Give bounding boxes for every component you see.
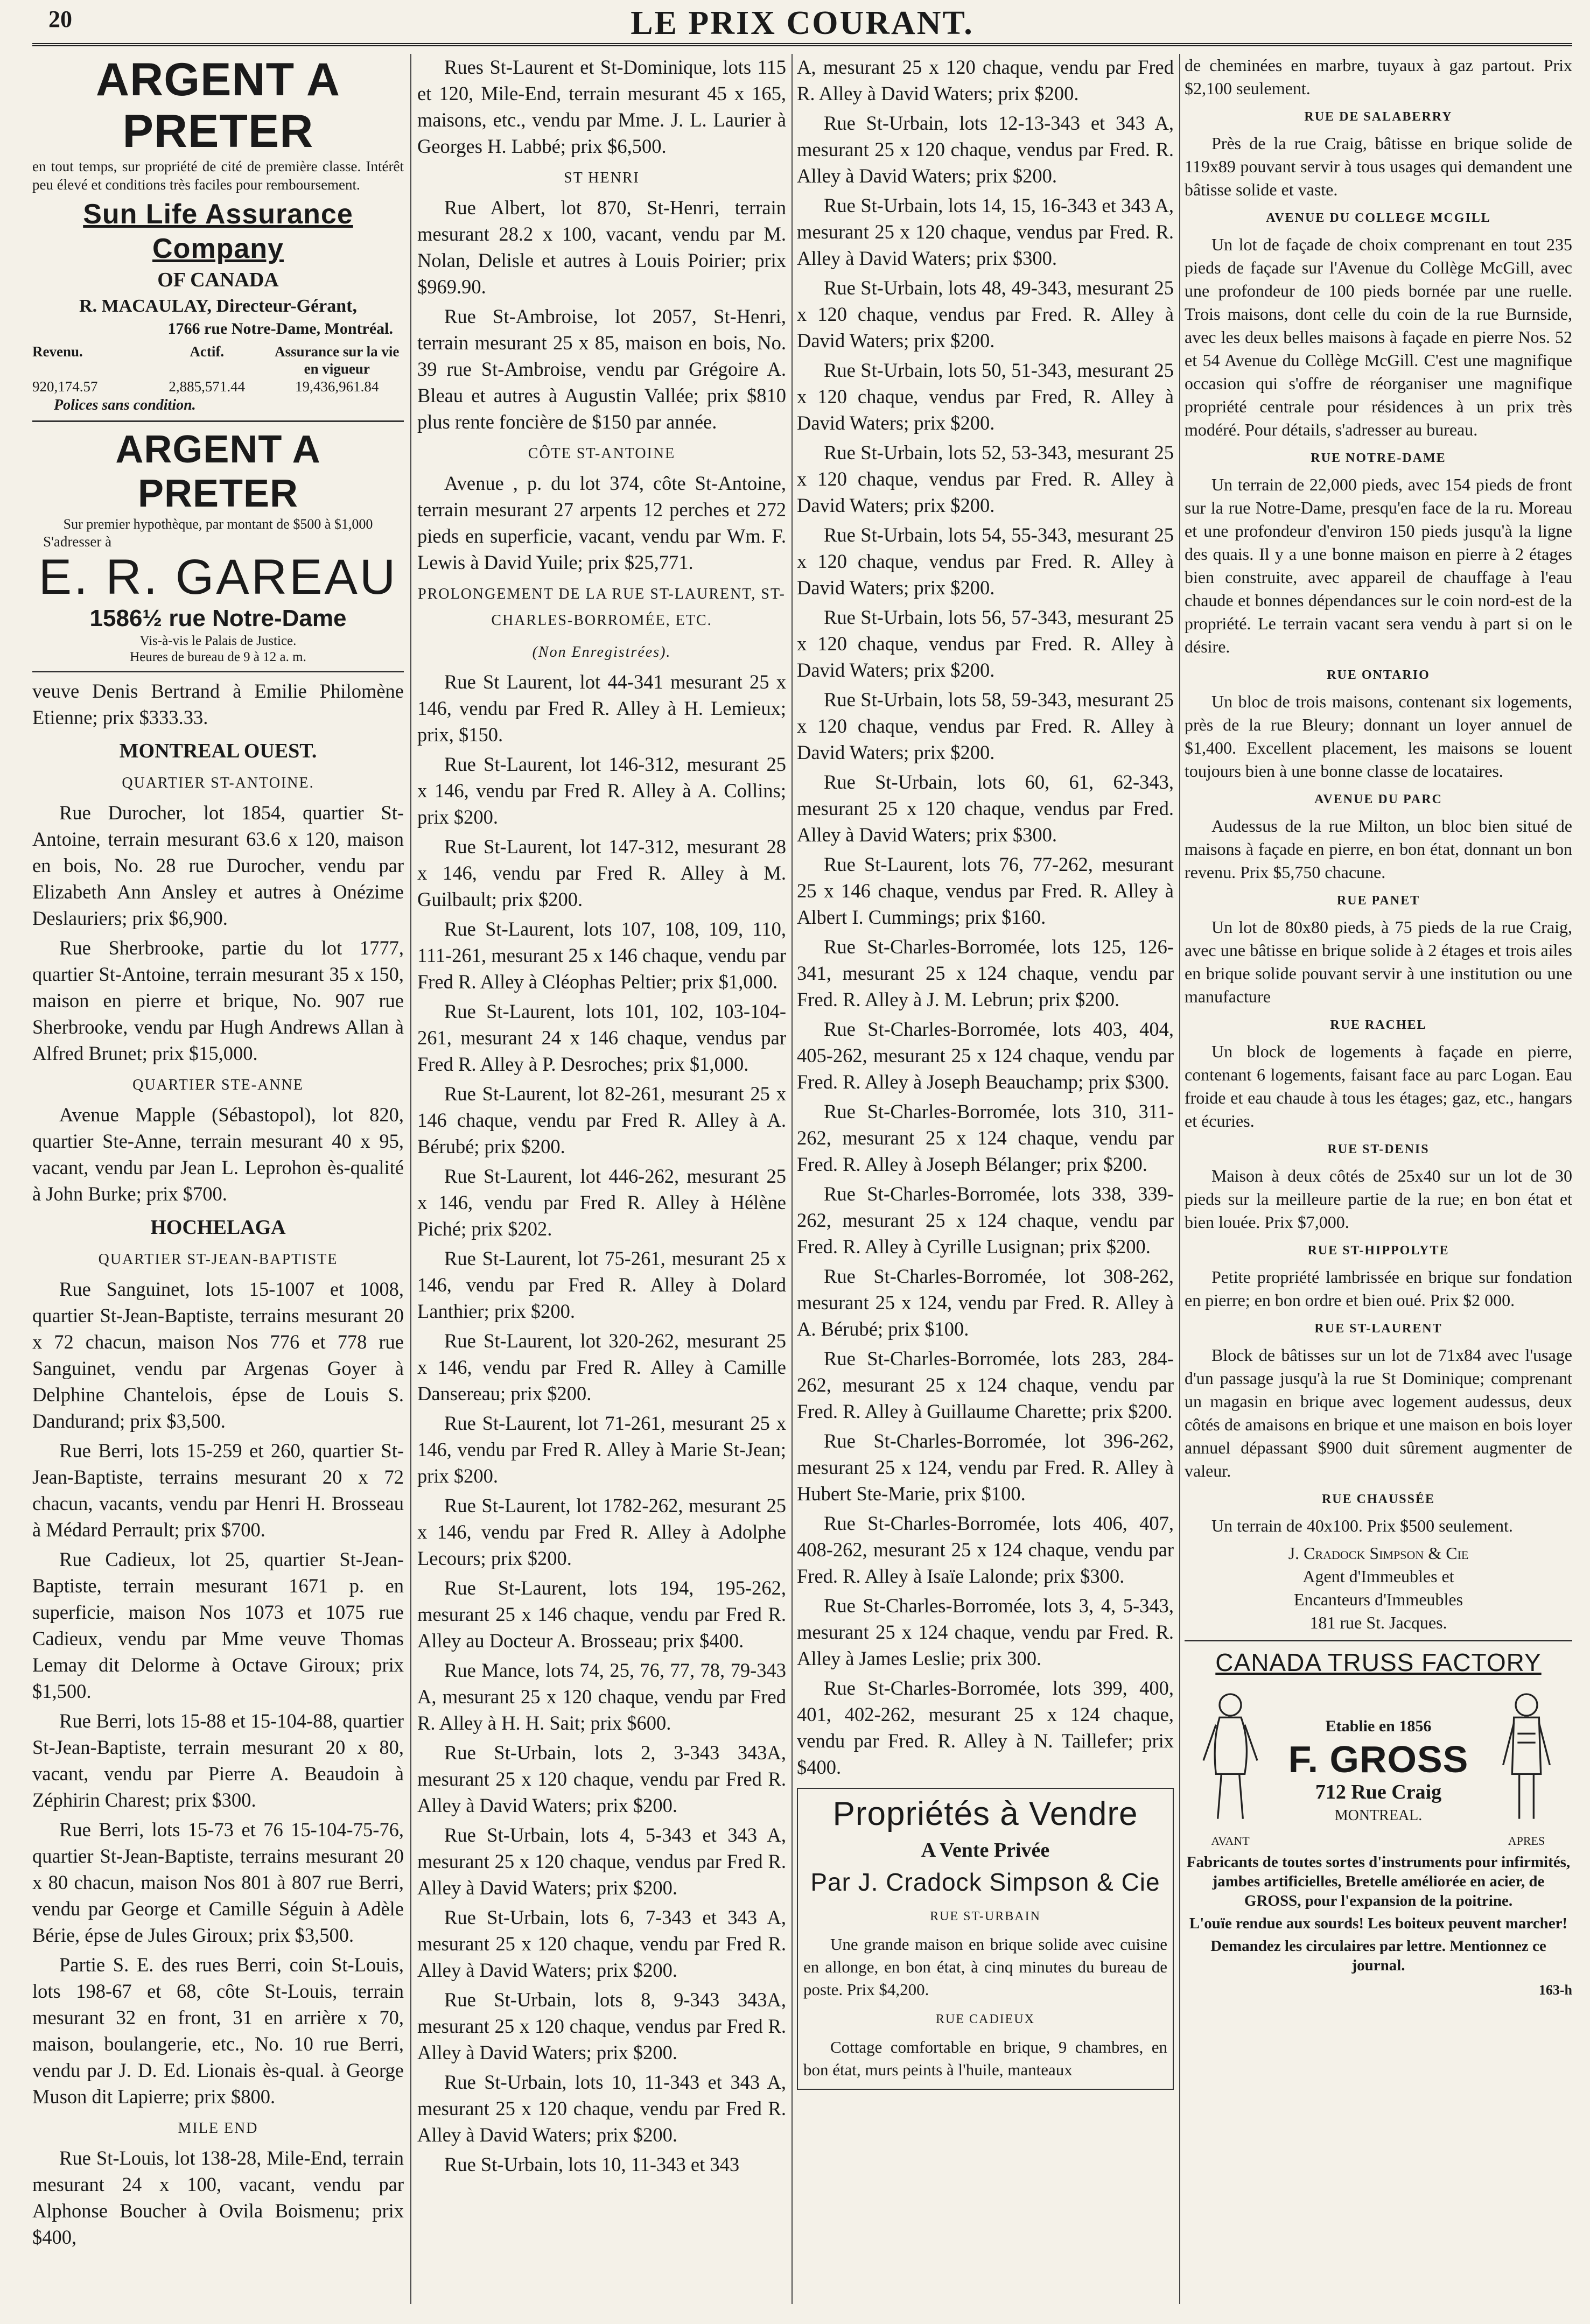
section-heading: AVENUE DU PARC [1314, 792, 1442, 806]
column-4 [1185, 54, 1572, 2304]
article-text: Rue St-Laurent, lot 320-262, mesurant 25 x 146, vendu par Fred R. Alley à Camille Dansereau; prix $200. [417, 1330, 786, 1405]
article-text: Un block de logements à façade en pierre, contenant 6 logements, faisant face au parc Logan. Eau froide et eau chaude à tous les étages; gaz, etc., hangars et écuries. [1185, 1042, 1572, 1131]
article-text: Rue St-Charles-Borromée, lots 125, 126-341, mesurant 25 x 124 chaque, vendu par Fred. R. Alley à J. M. Lebrun; prix $200. [797, 936, 1174, 1010]
sunlife-table-row [32, 377, 404, 396]
truss-text: Demandez les circulaires par lettre. Mentionnez ce journal. [1210, 1937, 1546, 1974]
article-text: Block de bâtisses sur un lot de 71x84 avec l'usage d'un passage jusqu'à la rue St Dominique; comprenant un magasin en brique avec logement audessus, deux côtés de amaisons en brique et une maison en bois loyer annuel dépassant $900 duit sûrement augmenter de valeur. [1185, 1345, 1572, 1480]
sunlife-manager: R. MACAULAY, Directeur-Gérant, [79, 296, 357, 316]
article-text: Avenue , p. du lot 374, côte St-Antoine, terrain mesurant 27 arpents 12 perches et 272 pieds en superficie, vacant, vendu par Wm. F. Lewis à David Yuile; prix $25,771. [417, 472, 786, 573]
truss-text: Fabricants de toutes sortes d'instruments pour infirmités, jambes artificielles, Bretelle améliorée en acier, de GROSS, pour l'expansion de la poitrine. [1186, 1853, 1571, 1909]
article-text: Rue St-Ambroise, lot 2057, St-Henri, terrain mesurant 25 x 85, maison en bois, No. 39 rue St-Ambroise, vendu par Grégoire A. Bleau et autres à Augustin Vallée; prix $810 plus rente foncière de $150 par année. [417, 305, 786, 433]
sunlife-col-assurance: Assurance sur la vie en vigueur [275, 343, 400, 377]
article-text: Rue Cadieux, lot 25, quartier St-Jean-Baptiste, terrain mesurant 1671 p. en superficie, maison Nos 1073 et 1075 rue Cadieux, vendu par Mme veuve Thomas Lemay dit Delorme à Octave Giroux; prix $1,500. [32, 1548, 404, 1702]
article-text: Rue St Laurent, lot 44-341 mesurant 25 x 146, vendu par Fred R. Alley à H. Lemieux; prix, $150. [417, 671, 786, 746]
column-2 [417, 54, 786, 2304]
sunlife-value-actif: 2,885,571.44 [169, 378, 246, 395]
article-text: Audessus de la rue Milton, un bloc bien situé de maisons à façade en pierre, en bon état, donnant un bon revenu. Prix $5,750 chacune. [1185, 816, 1572, 882]
ad-argent2-contact: S'adresser à [43, 533, 112, 550]
article-text: Rue St-Charles-Borromée, lots 399, 400, 401, 402-262, mesurant 25 x 124 chaque, vendu par Fred. R. Alley à N. Taillefer; prix $400. [797, 1677, 1174, 1778]
article-text: Rue St-Charles-Borromée, lots 3, 4, 5-343, mesurant 25 x 124 chaque, vendu par Fred. R. Alley à James Leslie; prix 300. [797, 1595, 1174, 1669]
article-text: Rue St-Urbain, lots 4, 5-343 et 343 A, mesurant 25 x 120 chaque, vendus par Fred R. Alley à David Waters; prix $200. [417, 1824, 786, 1899]
article-text: Rue Sherbrooke, partie du lot 1777, quartier St-Antoine, terrain mesurant 35 x 150, maison en pierre et brique, No. 907 rue Sherbrooke, vendu par Hugh Andrews Allan à Alfred Brunet; prix $15,000. [32, 937, 404, 1064]
article-text: Rue St-Urbain, lots 6, 7-343 et 343 A, mesurant 25 x 120 chaque, vendu par Fred R. Alley à David Waters; prix $200. [417, 1906, 786, 1981]
truss-reference: 163-h [1538, 1982, 1572, 1998]
article-text: Rue St-Charles-Borromée, lots 406, 407, 408-262, mesurant 25 x 124 chaque, vendu par Fred. R. Alley à Isaïe Lalonde; prix $300. [797, 1512, 1174, 1587]
article-text: Rue St-Laurent, lot 75-261, mesurant 25 x 146, vendu par Fred R. Alley à Dolard Lanthier; prix $200. [417, 1247, 786, 1322]
section-heading: RUE CADIEUX [936, 2012, 1035, 2026]
ad-proprietes [797, 1788, 1174, 2090]
article-text: Rue St-Urbain, lots 10, 11-343 et 343 A, mesurant 25 x 120 chaque, vendu par Fred R. Alley à David Waters; prix $200. [417, 2071, 786, 2146]
article-text: Un lot de façade de choix comprenant en tout 235 pieds de façade sur l'Avenue du Collège McGill, avec une profondeur de 100 pieds bornée par une ruelle. Trois maisons, dont celle du coin de la rue Burnside, avec les deux belles maisons à façade en pierre Nos. 52 et 54 Avenue du Collège McGill. C'est une magnifique occasion qui s'offre de réorganiser une magnifique propriété centrale pour résidences à un prix très modéré. Pour détails, s'adresser au bureau. [1185, 235, 1572, 439]
article-text: Rue St-Urbain, lots 54, 55-343, mesurant 25 x 120 chaque, vendus par Fred. R. Alley à David Waters; prix $200. [797, 524, 1174, 599]
article-text: Rue St-Laurent, lots 76, 77-262, mesurant 25 x 146 chaque, vendus par Fred. R. Alley à Albert I. Cummings; prix $160. [797, 853, 1174, 928]
section-heading: CÔTE ST-ANTOINE [528, 445, 676, 462]
section-heading: RUE ST-HIPPOLYTE [1307, 1244, 1449, 1258]
article-text: Cottage comfortable en brique, 9 chambres, en bon état, murs peints à l'huile, manteaux [803, 2038, 1167, 2079]
article-text: Rue St-Urbain, lots 48, 49-343, mesurant 25 x 120 chaque, vendus par Fred. R. Alley à David Waters; prix $200. [797, 277, 1174, 352]
article-text: Une grande maison en brique solide avec cuisine en allonge, en bon état, à cinq minutes du bureau de poste. Prix $4,200. [803, 1935, 1167, 1999]
truss-apres-label: APRES [1508, 1834, 1545, 1848]
section-heading: RUE PANET [1336, 894, 1420, 908]
column-rule [792, 54, 793, 2304]
article-text: Rue St-Laurent, lot 146-312, mesurant 25 x 146, vendu par Fred R. Alley à A. Collins; prix $200. [417, 753, 786, 828]
subsection-heading: QUARTIER ST-ANTOINE. [122, 775, 314, 791]
section-heading: MONTREAL OUEST. [119, 740, 317, 762]
article-text: Rue Mance, lots 74, 25, 76, 77, 78, 79-343 A, mesurant 25 x 120 chaque, vendu par Fred R. Alley à H. H. Sait; prix $600. [417, 1659, 786, 1734]
article-text: Rue St-Charles-Borromée, lot 396-262, mesurant 25 x 124, vendu par Fred. R. Alley à Hubert Ste-Marie, prix $100. [797, 1430, 1174, 1505]
article-text: veuve Denis Bertrand à Emilie Philomène Etienne; prix $333.33. [32, 680, 404, 728]
divider [1185, 1640, 1572, 1641]
truss-city: MONTREAL. [1334, 1807, 1423, 1824]
ad-argent2-text: Sur premier hypothèque, par montant de $500 à $1,000 [63, 516, 373, 532]
sunlife-name: Sun Life Assurance Company [83, 199, 353, 264]
divider [32, 420, 404, 422]
truss-established: Etablie en 1856 [1325, 1717, 1432, 1735]
figure-before-icon [1185, 1689, 1276, 1823]
article-text: Rue Sanguinet, lots 15-1007 et 1008, quartier St-Jean-Baptiste, terrains mesurant 20 x 72 chacun, maison Nos 776 et 778 rue Sanguinet, vendu par Argenas Goyer à Delphine Chantelois, épse de Louis S. Dandurand; prix $3,500. [32, 1278, 404, 1432]
signature-line: Encanteurs d'Immeubles [1293, 1590, 1463, 1609]
ad-argent2-title: ARGENT A PRETER [115, 428, 321, 515]
article-text: Rue St-Urbain, lots 56, 57-343, mesurant 25 x 120 chaque, vendus par Fred. R. Alley à David Waters; prix $200. [797, 606, 1174, 681]
article-text: Avenue Mapple (Sébastopol), lot 820, quartier Ste-Anne, terrain mesurant 40 x 95, vacant, vendu par Jean L. Leprohon ès-qualité à John Burke; prix $700. [32, 1104, 404, 1205]
truss-after [1481, 1689, 1572, 1852]
article-text: Rue St-Laurent, lot 147-312, mesurant 28 x 146, vendu par Fred R. Alley à M. Guilbault; prix $200. [417, 835, 786, 910]
section-heading: RUE ST-URBAIN [930, 1909, 1041, 1923]
sunlife-value-revenu: 920,174.57 [32, 378, 98, 395]
section-heading: ST HENRI [564, 170, 640, 186]
sunlife-col-revenu: Revenu. [32, 343, 83, 360]
article-text: Rue St-Laurent, lot 1782-262, mesurant 25 x 146, vendu par Fred R. Alley à Adolphe Lecours; prix $200. [417, 1494, 786, 1569]
section-heading: HOCHELAGA [150, 1216, 286, 1239]
signature-line: Agent d'Immeubles et [1302, 1567, 1454, 1586]
ad-proprietes-title: Propriétés à Vendre [832, 1795, 1138, 1832]
column-1 [32, 54, 404, 2304]
article-text: Rue St-Urbain, lots 8, 9-343 343A, mesurant 25 x 120 chaque, vendus par Fred R. Alley à David Waters; prix $200. [417, 1989, 786, 2063]
article-text: Rue St-Laurent, lot 82-261, mesurant 25 x 146 chaque, vendu par Fred R. Alley à A. Bérubé; prix $200. [417, 1083, 786, 1157]
article-text: Petite propriété lambrissée en brique sur fondation en pierre; en bon ordre et bien oué. Prix $2 000. [1185, 1267, 1572, 1310]
article-text: Rue Durocher, lot 1854, quartier St-Antoine, terrain mesurant 63.6 x 120, maison en bois, No. 28 rue Durocher, vendu par Elizabeth Ann Ansley et autres à Onézime Deslauriers; prix $6,900. [32, 802, 404, 929]
column-3 [797, 54, 1174, 2304]
truss-avant-label: AVANT [1211, 1834, 1250, 1848]
sunlife-table-header [32, 343, 404, 377]
article-text: Maison à deux côtés de 25x40 sur un lot de 30 pieds sur la meilleure partie de la rue; en bon état et bien louée. Prix $7,000. [1185, 1166, 1572, 1232]
divider [32, 671, 404, 672]
article-text: Rue Berri, lots 15-259 et 260, quartier St-Jean-Baptiste, terrains mesurant 20 x 72 chacun, vacants, vendu par Henri H. Brosseau à Médard Perrault; prix $700. [32, 1440, 404, 1541]
article-text: Rue St-Urbain, lots 50, 51-343, mesurant 25 x 120 chaque, vendus par Fred, R. Alley à David Waters; prix $200. [797, 359, 1174, 434]
gareau-line1: Vis-à-vis le Palais de Justice. [139, 634, 297, 648]
ad-argent-title: ARGENT A PRETER [96, 54, 340, 157]
column-rule [1179, 54, 1180, 2304]
signature-name: J. Cradock Simpson & Cie [1288, 1543, 1469, 1563]
article-text: A, mesurant 25 x 120 chaque, vendu par Fred R. Alley à David Waters; prix $200. [797, 56, 1174, 104]
article-text: Rue St-Urbain, lots 58, 59-343, mesurant 25 x 120 chaque, vendus par Fred. R. Alley à David Waters; prix $200. [797, 689, 1174, 763]
section-heading: RUE RACHEL [1330, 1018, 1427, 1032]
truss-before [1185, 1689, 1276, 1852]
truss-header [1185, 1689, 1572, 1852]
sunlife-country: OF CANADA [157, 269, 279, 291]
article-text: Partie S. E. des rues Berri, coin St-Louis, lots 198-67 et 68, côte St-Louis, terrain mesurant 32 en front, 31 en arrière x 70, maison, boulangerie, etc., No. 10 rue Berri, vendu par J. D. Ed. Lionais ès-qual. à George Muson dit Lapierre; prix $800. [32, 1954, 404, 2108]
section-heading: RUE DE SALABERRY [1304, 110, 1453, 124]
subsection-heading: MILE END [178, 2120, 258, 2137]
article-text: Rue St-Laurent, lots 101, 102, 103-104-261, mesurant 24 x 146 chaque, vendus par Fred R. Alley à P. Desroches; prix $1,000. [417, 1000, 786, 1075]
article-text: Rue St-Urbain, lots 10, 11-343 et 343 [444, 2153, 740, 2175]
section-heading: RUE NOTRE-DAME [1311, 451, 1446, 465]
section-note: (Non Enregistrées). [532, 644, 671, 661]
signature-block [1185, 1542, 1572, 1634]
ad-proprietes-by: Par J. Cradock Simpson & Cie [810, 1868, 1160, 1896]
gareau-name: E. R. GAREAU [38, 550, 398, 605]
article-text: Rue Albert, lot 870, St-Henri, terrain mesurant 28.2 x 100, vacant, vendu par M. Nolan, Delisle et autres à Louis Poirier; prix $969.90. [417, 196, 786, 298]
article-text: Rues St-Laurent et St-Dominique, lots 115 et 120, Mile-End, terrain mesurant 45 x 165, maisons, etc., vendu par Mme. J. L. Laurier à Georges H. Labbé; prix $6,500. [417, 56, 786, 157]
masthead [32, 5, 1572, 46]
article-text: Rue St-Laurent, lot 71-261, mesurant 25 x 146, vendu par Fred R. Alley à Marie St-Jean; prix $200. [417, 1412, 786, 1487]
article-text: de cheminées en marbre, tuyaux à gaz partout. Prix $2,100 seulement. [1185, 55, 1572, 98]
article-text: Un terrain de 40x100. Prix $500 seulement. [1211, 1516, 1513, 1535]
article-text: Près de la rue Craig, bâtisse en brique solide de 119x89 pouvant servir à tous usages qui demandent une bâtisse solide et vaste. [1185, 134, 1572, 199]
section-heading: RUE CHAUSSÉE [1321, 1492, 1435, 1506]
article-text: Un lot de 80x80 pieds, à 75 pieds de la rue Craig, avec une bâtisse en brique solide à 2 étages et trois ailes en brique solide pouvant servir à une institution ou une manufacture [1185, 917, 1572, 1006]
subsection-heading: QUARTIER ST-JEAN-BAPTISTE [98, 1251, 338, 1268]
sunlife-address: 1766 rue Notre-Dame, Montréal. [167, 320, 393, 338]
article-text: Rue St-Charles-Borromée, lots 403, 404, 405-262, mesurant 25 x 124 chaque, vendu par Fred. R. Alley à Joseph Beauchamp; prix $300. [797, 1018, 1174, 1093]
newspaper-title: LE PRIX COURANT. [631, 5, 974, 41]
gareau-address: 1586½ rue Notre-Dame [89, 605, 347, 631]
article-text: Rue St-Charles-Borromée, lots 338, 339-262, mesurant 25 x 124 chaque, vendu par Fred. R. Alley à Cyrille Lusignan; prix $200. [797, 1183, 1174, 1258]
sunlife-col-actif: Actif. [190, 343, 225, 360]
article-text: Rue St-Laurent, lot 446-262, mesurant 25 x 146, vendu par Fred R. Alley à Hélène Piché; prix $202. [417, 1165, 786, 1240]
truss-ad [1185, 1647, 1572, 2002]
article-text: Rue St-Urbain, lots 52, 53-343, mesurant 25 x 120 chaque, vendus par Fred. R. Alley à David Waters; prix $200. [797, 441, 1174, 516]
sunlife-footer: Polices sans condition. [54, 397, 196, 413]
section-heading: RUE ST-LAURENT [1314, 1322, 1442, 1336]
page-number: 20 [48, 6, 72, 32]
column-rule [410, 54, 411, 2304]
figure-after-icon [1481, 1689, 1572, 1823]
article-text: Rue Berri, lots 15-88 et 15-104-88, quartier St-Jean-Baptiste, terrain mesurant 20 x 80, vacant, vendu par Pierre A. Beaudoin à Zéphirin Charest; prix $300. [32, 1710, 404, 1811]
article-text: Rue St-Urbain, lots 12-13-343 et 343 A, mesurant 25 x 120 chaque, vendus par Fred. R. Alley à David Waters; prix $200. [797, 112, 1174, 187]
article-text: Rue St-Urbain, lots 14, 15, 16-343 et 343 A, mesurant 25 x 120 chaque, vendus par Fred. R. Alley à David Waters; prix $300. [797, 194, 1174, 269]
article-text: Rue St-Charles-Borromée, lot 308-262, mesurant 25 x 124, vendu par Fred. R. Alley à A. Bérubé; prix $100. [797, 1265, 1174, 1340]
section-heading: PROLONGEMENT DE LA RUE ST-LAURENT, ST-CHARLES-BORROMÉE, ETC. [418, 586, 786, 629]
article-text: Rue St-Charles-Borromée, lots 310, 311-262, mesurant 25 x 124 chaque, vendu par Fred. R. Alley à Joseph Bélanger; prix $200. [797, 1100, 1174, 1175]
article-text: Rue St-Charles-Borromée, lots 283, 284-262, mesurant 25 x 124 chaque, vendu par Fred. R. Alley à Guillaume Charette; prix $200. [797, 1347, 1174, 1422]
article-text: Rue St-Urbain, lots 2, 3-343 343A, mesurant 25 x 120 chaque, vendu par Fred R. Alley à David Waters; prix $200. [417, 1742, 786, 1816]
section-heading: RUE ST-DENIS [1327, 1142, 1430, 1156]
article-text: Rue St-Laurent, lots 194, 195-262, mesurant 25 x 146 chaque, vendu par Fred R. Alley au Docteur A. Brosseau; prix $400. [417, 1577, 786, 1652]
article-text: Rue St-Urbain, lots 60, 61, 62-343, mesurant 25 x 120 chaque, vendus par Fred. Alley à David Waters; prix $300. [797, 771, 1174, 846]
article-text: Rue Berri, lots 15-73 et 76 15-104-75-76, quartier St-Jean-Baptiste, terrains mesurant 20 x 80 chacun, maison Nos 801 à 807 rue Berri, vendu par George et Camille Séguin à Adèle Bérie, épse de Jules Giroux; prix $3,500. [32, 1819, 404, 1946]
signature-line: 181 rue St. Jacques. [1309, 1613, 1447, 1632]
section-heading: RUE ONTARIO [1327, 668, 1430, 682]
ad-argent-text: en tout temps, sur propriété de cité de première classe. Intérêt peu élevé et conditions très faciles pour remboursement. [32, 158, 404, 193]
truss-text: L'ouïe rendue aux sourds! Les boiteux peuvent marcher! [1189, 1915, 1568, 1932]
article-text: Rue St-Laurent, lots 107, 108, 109, 110, 111-261, mesurant 25 x 146 chaque, vendu par Fred R. Alley à Cléophas Peltier; prix $1,000. [417, 918, 786, 993]
subsection-heading: QUARTIER STE-ANNE [132, 1077, 304, 1093]
section-heading: AVENUE DU COLLEGE MCGILL [1266, 211, 1491, 225]
sunlife-value-assurance: 19,436,961.84 [295, 378, 379, 395]
truss-title: CANADA TRUSS FACTORY [1215, 1648, 1542, 1676]
article-text: Rue St-Louis, lot 138-28, Mile-End, terrain mesurant 24 x 100, vacant, vendu par Alphonse Boucher à Ovila Boismenu; prix $400, [32, 2147, 404, 2248]
truss-name: F. GROSS [1288, 1738, 1469, 1780]
truss-address: 712 Rue Craig [1315, 1780, 1442, 1803]
article-text: Un bloc de trois maisons, contenant six logements, près de la rue Bleury; donnant un loyer annuel de $1,400. Excellent placement, les maisons se louent toujours bien à une bonne classe de locataires. [1185, 692, 1572, 781]
article-text: Un terrain de 22,000 pieds, avec 154 pieds de front sur la rue Notre-Dame, presqu'en face de la ru. Moreau et une profondeur d'environ 150 pieds jusqu'à la ligne des quais. Il y a une bonne maison en pierre à 2 étages bien construite, avec appareil de chauffage à l'eau chaude et bonnes dépendances sur le coin nord-est de la propriété. Le terrain vacant sera vendu à part si on le désire. [1185, 475, 1572, 656]
gareau-line2: Heures de bureau de 9 à 12 a. m. [130, 650, 306, 664]
ad-proprietes-sub: A Vente Privée [921, 1839, 1050, 1862]
truss-center [1276, 1715, 1481, 1827]
